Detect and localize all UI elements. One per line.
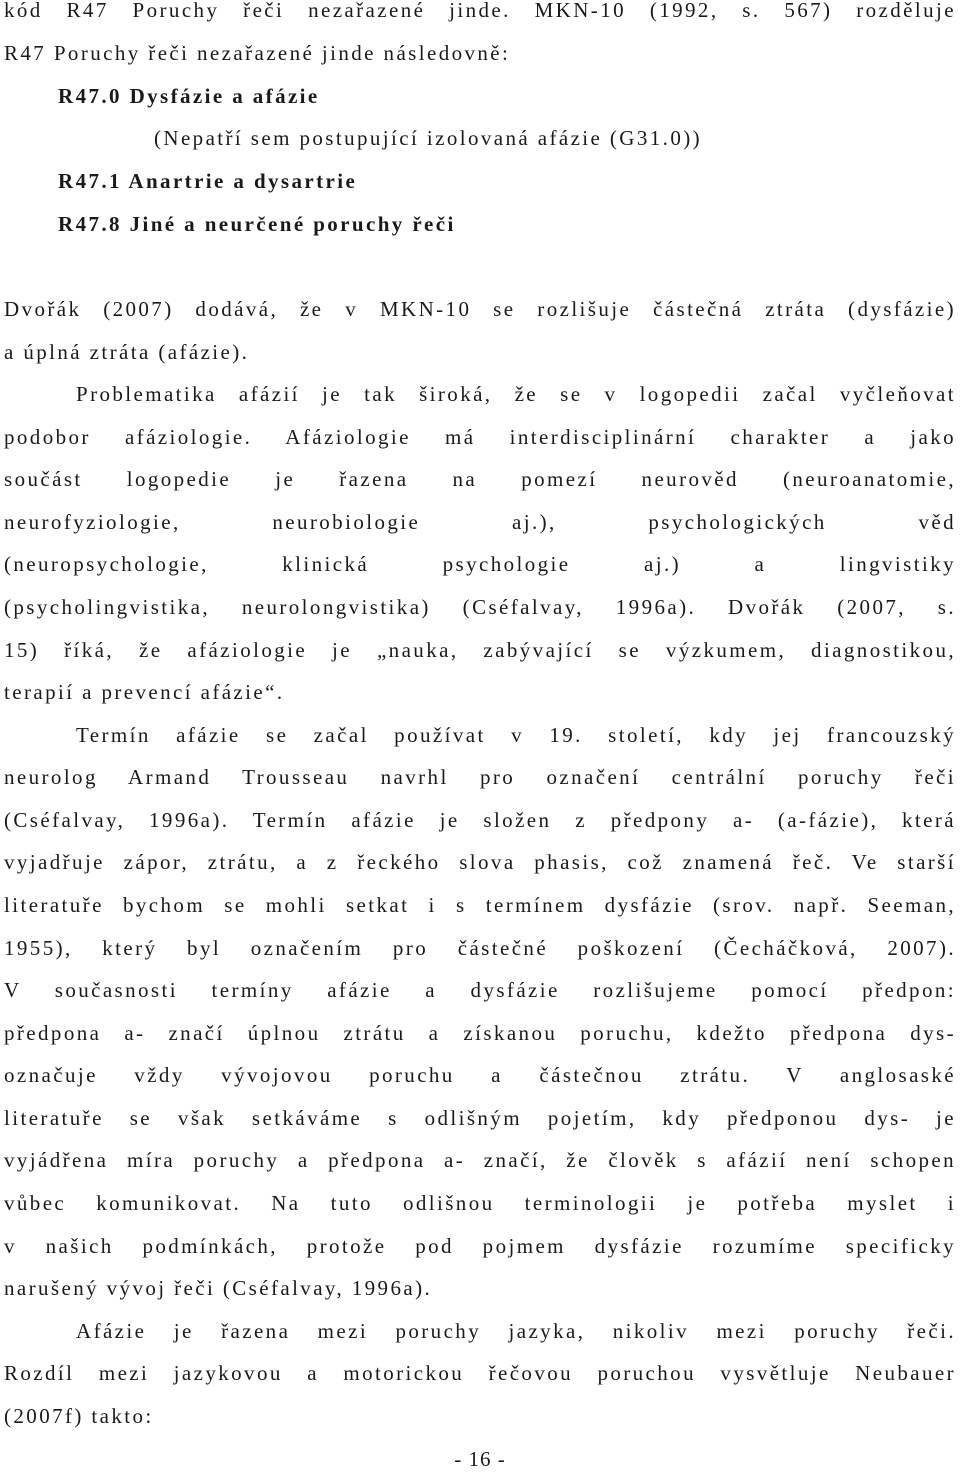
text-line: kód R47 Poruchy řeči nezařazené jinde. MKN-10 (1992, s. 567) rozděluje: [4, 0, 956, 22]
text-line: literatuře se však setkáváme s odlišným pojetím, kdy předponou dys- je: [4, 1106, 956, 1130]
page-number: - 16 -: [454, 1447, 506, 1471]
text-line: Problematika afázií je tak široká, že se v logopedii začal vyčleňovat: [76, 382, 956, 406]
text-line: 1955), který byl označením pro částečné poškození (Čecháčková, 2007).: [4, 936, 956, 960]
text-line: vůbec komunikovat. Na tuto odlišnou terminologii je potřeba myslet i: [4, 1191, 956, 1215]
text-line: podobor afáziologie. Afáziologie má interdisciplinární charakter a jako: [4, 425, 956, 449]
text-line: v našich podmínkách, protože pod pojmem dysfázie rozumíme specificky: [4, 1234, 956, 1258]
text-line: součást logopedie je řazena na pomezí neurověd (neuroanatomie,: [4, 467, 956, 491]
text-line: Afázie je řazena mezi poruchy jazyka, nikoliv mezi poruchy řeči.: [76, 1319, 956, 1343]
text-line: a úplná ztráta (afázie).: [4, 340, 250, 364]
text-line: označuje vždy vývojovou poruchu a částečnou ztrátu. V anglosaské: [4, 1063, 956, 1087]
list-item-note: (Nepatří sem postupující izolovaná afázie (G31.0)): [154, 126, 703, 150]
text-line: (psycholingvistika, neurolongvistika) (Cséfalvay, 1996a). Dvořák (2007, s.: [4, 595, 956, 619]
list-item: R47.1 Anartrie a dysartrie: [58, 169, 358, 193]
text-line: Termín afázie se začal používat v 19. století, kdy jej francouzský: [76, 723, 956, 747]
list-item: R47.0 Dysfázie a afázie: [58, 84, 320, 108]
text-line: literatuře bychom se mohli setkat i s termínem dysfázie (srov. např. Seeman,: [4, 893, 956, 917]
text-line: 15) říká, že afáziologie je „nauka, zabývající se výzkumem, diagnostikou,: [4, 638, 956, 662]
text-line: předpona a- značí úplnou ztrátu a získanou poruchu, kdežto předpona dys-: [4, 1021, 956, 1045]
text-line: (2007f) takto:: [4, 1404, 154, 1428]
text-line: Dvořák (2007) dodává, že v MKN-10 se rozlišuje částečná ztráta (dysfázie): [4, 297, 956, 321]
text-line: (neuropsychologie, klinická psychologie aj.) a lingvistiky: [4, 552, 956, 576]
text-line: neurofyziologie, neurobiologie aj.), psychologických věd: [4, 510, 956, 534]
text-line: terapií a prevencí afázie“.: [4, 680, 285, 704]
text-line: Rozdíl mezi jazykovou a motorickou řečovou poruchou vysvětluje Neubauer: [4, 1361, 956, 1385]
text-line: vyjadřuje zápor, ztrátu, a z řeckého slova phasis, což znamená řeč. Ve starší: [4, 850, 956, 874]
text-line: V současnosti termíny afázie a dysfázie rozlišujeme pomocí předpon:: [4, 978, 956, 1002]
text-line: vyjádřena míra poruchy a předpona a- značí, že člověk s afázií není schopen: [4, 1148, 956, 1172]
text-line: neurolog Armand Trousseau navrhl pro označení centrální poruchy řeči: [4, 765, 956, 789]
text-line: R47 Poruchy řeči nezařazené jinde následovně:: [4, 41, 511, 65]
list-item: R47.8 Jiné a neurčené poruchy řeči: [58, 212, 456, 236]
text-line: (Cséfalvay, 1996a). Termín afázie je složen z předpony a- (a-fázie), která: [4, 808, 956, 832]
text-line: narušený vývoj řeči (Cséfalvay, 1996a).: [4, 1276, 433, 1300]
